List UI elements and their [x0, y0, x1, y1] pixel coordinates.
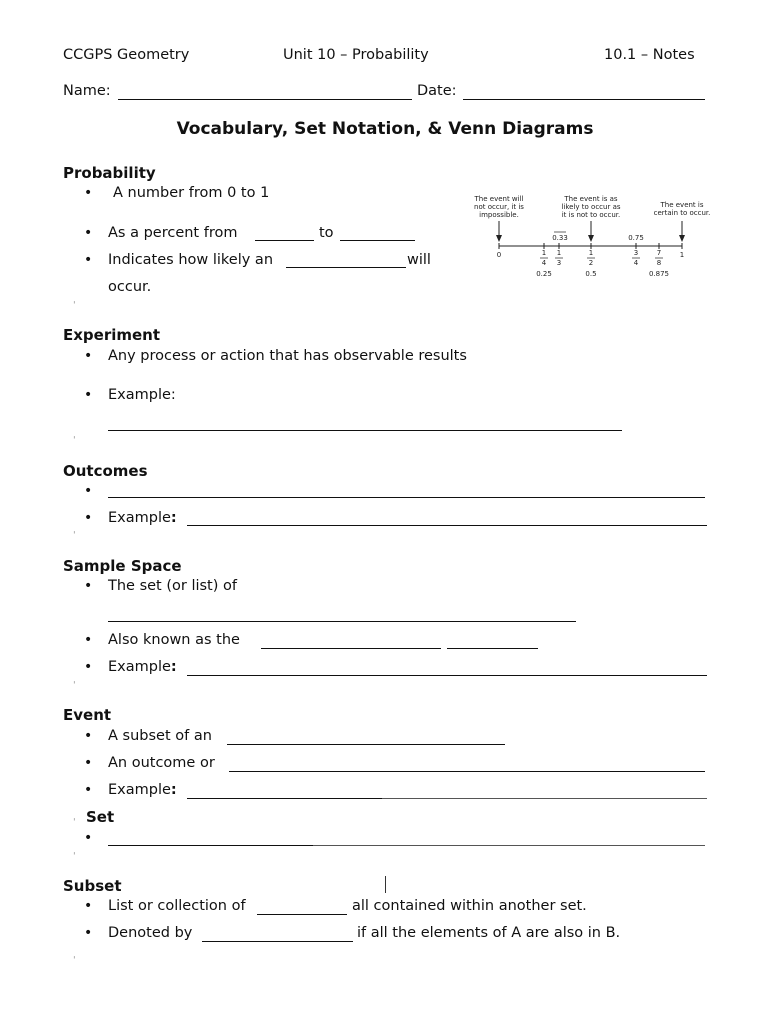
sample-space-heading: Sample Space [63, 557, 182, 575]
frac-3q-num: 3 [633, 249, 639, 257]
event-subset-blank[interactable] [227, 744, 505, 745]
subset-heading: Subset [63, 877, 122, 895]
event-example-blank[interactable] [187, 798, 382, 799]
name-label: Name: [63, 83, 111, 99]
outcomes-example-blank[interactable] [187, 525, 707, 526]
subset-def-2-suffix: if all the elements of A are also in B. [357, 925, 621, 941]
frac-third-den: 3 [556, 259, 562, 267]
bullet-dot: • [84, 728, 93, 744]
page-title: Vocabulary, Set Notation, & Venn Diagrams [176, 119, 594, 139]
subset-notation-blank[interactable] [202, 941, 353, 942]
outcomes-example-label: Example: [108, 510, 177, 526]
bullet-dot: • [84, 387, 93, 403]
event-example-label: Example: [108, 782, 177, 798]
bullet-dot: • [84, 925, 93, 941]
bullet-dot: • [84, 632, 93, 648]
frac-3q-den: 4 [633, 259, 639, 267]
sample-space-def: The set (or list) of [108, 578, 237, 594]
caption-impossible-2: not occur, it is [474, 203, 524, 211]
set-def-rule [313, 845, 705, 846]
frac-7e-num: 7 [656, 249, 662, 257]
date-blank[interactable] [463, 99, 705, 100]
date-label: Date: [417, 83, 457, 99]
paragraph-mark: ˈ [73, 956, 76, 966]
subset-collection-blank[interactable] [257, 914, 347, 915]
event-heading: Event [63, 706, 112, 724]
sample-space-example-blank[interactable] [187, 675, 707, 676]
frac-quarter-num: 1 [541, 249, 547, 257]
bullet-dot: • [84, 830, 93, 846]
decimal-0-33: 0.33 [552, 234, 568, 242]
text-cursor [385, 876, 386, 893]
set-heading: Set [86, 808, 115, 826]
sample-space-aka: Also known as the [108, 632, 240, 648]
bullet-dot: • [84, 185, 93, 201]
paragraph-mark: ˈ [73, 681, 76, 691]
bullet-dot: • [84, 483, 93, 499]
decimal-0-5: 0.5 [585, 270, 597, 278]
frac-7e-den: 8 [656, 259, 662, 267]
bullet-dot: • [84, 348, 93, 364]
subset-def-1: List or collection of [108, 898, 246, 914]
probability-def-3: Indicates how likely an [108, 252, 274, 268]
sample-space-example-label: Example: [108, 659, 177, 675]
frac-half-den: 2 [588, 259, 594, 267]
outcomes-def-blank[interactable] [108, 497, 705, 498]
experiment-def: Any process or action that has observable results [108, 348, 467, 364]
decimal-0-25: 0.25 [536, 270, 552, 278]
caption-certain-1: The event is [660, 201, 704, 209]
caption-impossible-1: The event will [474, 195, 524, 203]
event-example-rule [382, 798, 707, 799]
frac-half-num: 1 [588, 249, 594, 257]
probability-number-line [470, 190, 715, 282]
bullet-dot: • [84, 659, 93, 675]
bullet-dot: • [84, 252, 93, 268]
paragraph-mark: ˈ [73, 301, 76, 311]
probability-def-1: A number from 0 to 1 [113, 185, 270, 201]
bullet-dot: • [84, 225, 93, 241]
percent-from-blank[interactable] [255, 240, 314, 241]
bullet-dot: • [84, 782, 93, 798]
caption-likely-1: The event is as [564, 195, 618, 203]
caption-likely-3: it is not to occur. [561, 211, 621, 219]
experiment-example-label: Example: [108, 387, 176, 403]
probability-heading: Probability [63, 164, 156, 182]
one-label: 1 [679, 251, 685, 259]
caption-impossible-3: impossible. [479, 211, 519, 219]
course-name: CCGPS Geometry [63, 47, 190, 63]
experiment-example-blank[interactable] [108, 430, 622, 431]
event-def-2: An outcome or [108, 755, 215, 771]
unit-name: Unit 10 – Probability [283, 47, 429, 63]
outcomes-heading: Outcomes [63, 462, 148, 480]
sample-space-def-blank[interactable] [108, 621, 576, 622]
bullet-dot: • [84, 755, 93, 771]
zero-label: 0 [496, 251, 502, 259]
aka-blank-1[interactable] [261, 648, 441, 649]
paragraph-mark: ˈ [73, 818, 76, 828]
aka-blank-2[interactable] [447, 648, 538, 649]
probability-def-2: As a percent from [108, 225, 238, 241]
frac-third-num: 1 [556, 249, 562, 257]
caption-likely-2: likely to occur as [561, 203, 621, 211]
paragraph-mark: ˈ [73, 436, 76, 446]
subset-def-1-suffix: all contained within another set. [352, 898, 587, 914]
probability-to-label: to [319, 225, 334, 241]
name-blank[interactable] [118, 99, 412, 100]
event-outcome-blank[interactable] [229, 771, 705, 772]
bullet-dot: • [84, 578, 93, 594]
subset-def-2: Denoted by [108, 925, 193, 941]
set-def-blank[interactable] [108, 845, 313, 846]
bullet-dot: • [84, 510, 93, 526]
experiment-heading: Experiment [63, 326, 161, 344]
probability-will: will [407, 252, 431, 268]
caption-certain-2: certain to occur. [653, 209, 711, 217]
likely-blank[interactable] [286, 267, 406, 268]
bullet-dot: • [84, 898, 93, 914]
probability-occur: occur. [108, 279, 152, 295]
decimal-0-75: 0.75 [628, 234, 644, 242]
event-def-1: A subset of an [108, 728, 212, 744]
paragraph-mark: ˈ [73, 852, 76, 862]
paragraph-mark: ˈ [73, 531, 76, 541]
notes-label: 10.1 – Notes [604, 47, 695, 63]
percent-to-blank[interactable] [340, 240, 415, 241]
decimal-0-875: 0.875 [648, 270, 670, 278]
frac-quarter-den: 4 [541, 259, 547, 267]
